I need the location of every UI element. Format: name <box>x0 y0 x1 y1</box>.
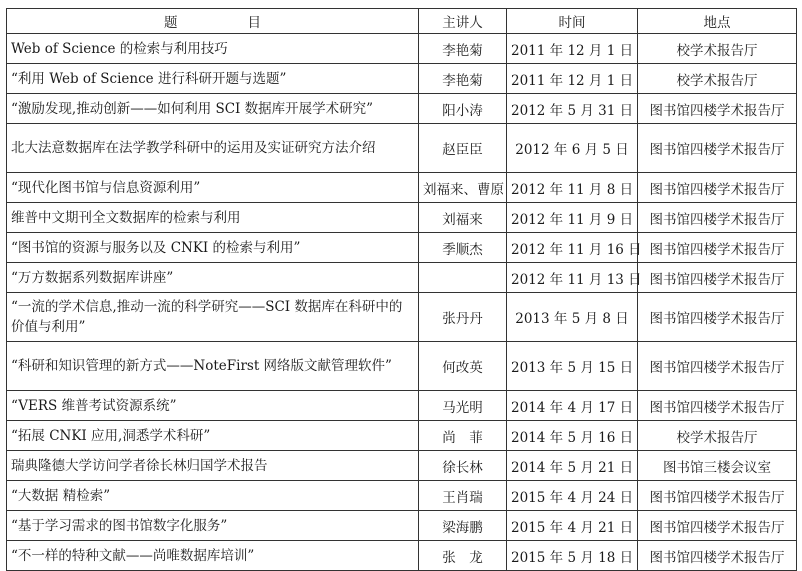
row-title: Web of Science 的检索与利用技巧 <box>7 34 419 64</box>
table-row <box>7 173 797 203</box>
row-speaker <box>419 263 507 293</box>
row-title: 瑞典隆德大学访问学者徐长林归国学术报告 <box>7 451 419 481</box>
row-title: “一流的学术信息,推动一流的科学研究——SCI 数据库在科研中的价值与利用” <box>7 293 419 342</box>
row-place: 图书馆四楼学术报告厅 <box>638 263 797 293</box>
row-speaker: 张丹丹 <box>419 293 507 342</box>
table-row <box>7 293 797 342</box>
row-title: “激励发现,推动创新——如何利用 SCI 数据库开展学术研究” <box>7 94 419 124</box>
row-date: 2015 年 4 月 24 日 <box>507 481 638 511</box>
row-place: 图书馆三楼会议室 <box>638 451 797 481</box>
row-place: 校学术报告厅 <box>638 421 797 451</box>
table-row <box>7 342 797 391</box>
row-place: 图书馆四楼学术报告厅 <box>638 203 797 233</box>
row-speaker: 尚 菲 <box>419 421 507 451</box>
header-place: 地点 <box>638 9 797 34</box>
row-speaker: 王肖瑞 <box>419 481 507 511</box>
row-date: 2012 年 11 月 8 日 <box>507 173 638 203</box>
row-title: “VERS 维普考试资源系统” <box>7 391 419 421</box>
row-speaker: 梁海鹏 <box>419 511 507 541</box>
row-date: 2012 年 11 月 16 日 <box>507 233 638 263</box>
row-speaker: 张 龙 <box>419 541 507 571</box>
row-date: 2011 年 12 月 1 日 <box>507 64 638 94</box>
table-row <box>7 233 797 263</box>
table-row <box>7 421 797 451</box>
table-row <box>7 481 797 511</box>
row-place: 图书馆四楼学术报告厅 <box>638 124 797 173</box>
table-row <box>7 541 797 571</box>
row-date: 2012 年 5 月 31 日 <box>507 94 638 124</box>
row-place: 图书馆四楼学术报告厅 <box>638 94 797 124</box>
row-speaker: 马光明 <box>419 391 507 421</box>
header-row <box>7 9 797 34</box>
row-place: 图书馆四楼学术报告厅 <box>638 541 797 571</box>
table-row <box>7 34 797 64</box>
table-row <box>7 451 797 481</box>
row-date: 2013 年 5 月 15 日 <box>507 342 638 391</box>
lecture-table <box>6 8 797 571</box>
row-place: 图书馆四楼学术报告厅 <box>638 481 797 511</box>
row-title: 北大法意数据库在法学教学科研中的运用及实证研究方法介绍 <box>7 124 419 173</box>
row-place: 图书馆四楼学术报告厅 <box>638 233 797 263</box>
row-date: 2014 年 5 月 21 日 <box>507 451 638 481</box>
header-title: 题 目 <box>7 9 419 34</box>
table-row <box>7 263 797 293</box>
row-date: 2012 年 6 月 5 日 <box>507 124 638 173</box>
row-title: “利用 Web of Science 进行科研开题与选题” <box>7 64 419 94</box>
row-title: “基于学习需求的图书馆数字化服务” <box>7 511 419 541</box>
row-date: 2013 年 5 月 8 日 <box>507 293 638 342</box>
row-title: “科研和知识管理的新方式——NoteFirst 网络版文献管理软件” <box>7 342 419 391</box>
row-speaker: 徐长林 <box>419 451 507 481</box>
row-speaker: 季顺杰 <box>419 233 507 263</box>
row-place: 图书馆四楼学术报告厅 <box>638 511 797 541</box>
row-place: 图书馆四楼学术报告厅 <box>638 342 797 391</box>
row-place: 校学术报告厅 <box>638 34 797 64</box>
row-title: “万方数据系列数据库讲座” <box>7 263 419 293</box>
row-date: 2015 年 4 月 21 日 <box>507 511 638 541</box>
row-speaker: 刘福来、曹原 <box>419 173 507 203</box>
table-row <box>7 64 797 94</box>
row-date: 2015 年 5 月 18 日 <box>507 541 638 571</box>
row-date: 2014 年 5 月 16 日 <box>507 421 638 451</box>
row-title: “图书馆的资源与服务以及 CNKI 的检索与利用” <box>7 233 419 263</box>
row-title: “拓展 CNKI 应用,洞悉学术科研” <box>7 421 419 451</box>
row-title: “不一样的特种文献——尚唯数据库培训” <box>7 541 419 571</box>
row-place: 图书馆四楼学术报告厅 <box>638 293 797 342</box>
row-place: 图书馆四楼学术报告厅 <box>638 173 797 203</box>
row-date: 2014 年 4 月 17 日 <box>507 391 638 421</box>
row-speaker: 李艳菊 <box>419 34 507 64</box>
row-title: 维普中文期刊全文数据库的检索与利用 <box>7 203 419 233</box>
row-place: 校学术报告厅 <box>638 64 797 94</box>
row-speaker: 何改英 <box>419 342 507 391</box>
row-place: 图书馆四楼学术报告厅 <box>638 391 797 421</box>
row-date: 2012 年 11 月 13 日 <box>507 263 638 293</box>
row-speaker: 刘福来 <box>419 203 507 233</box>
header-date: 时间 <box>507 9 638 34</box>
table-row <box>7 124 797 173</box>
table-row <box>7 511 797 541</box>
table-row <box>7 94 797 124</box>
row-speaker: 阳小涛 <box>419 94 507 124</box>
row-date: 2012 年 11 月 9 日 <box>507 203 638 233</box>
header-speaker: 主讲人 <box>419 9 507 34</box>
row-speaker: 李艳菊 <box>419 64 507 94</box>
row-date: 2011 年 12 月 1 日 <box>507 34 638 64</box>
row-title: “现代化图书馆与信息资源利用” <box>7 173 419 203</box>
table-row <box>7 203 797 233</box>
row-speaker: 赵臣臣 <box>419 124 507 173</box>
row-title: “大数据 精检索” <box>7 481 419 511</box>
table-row <box>7 391 797 421</box>
